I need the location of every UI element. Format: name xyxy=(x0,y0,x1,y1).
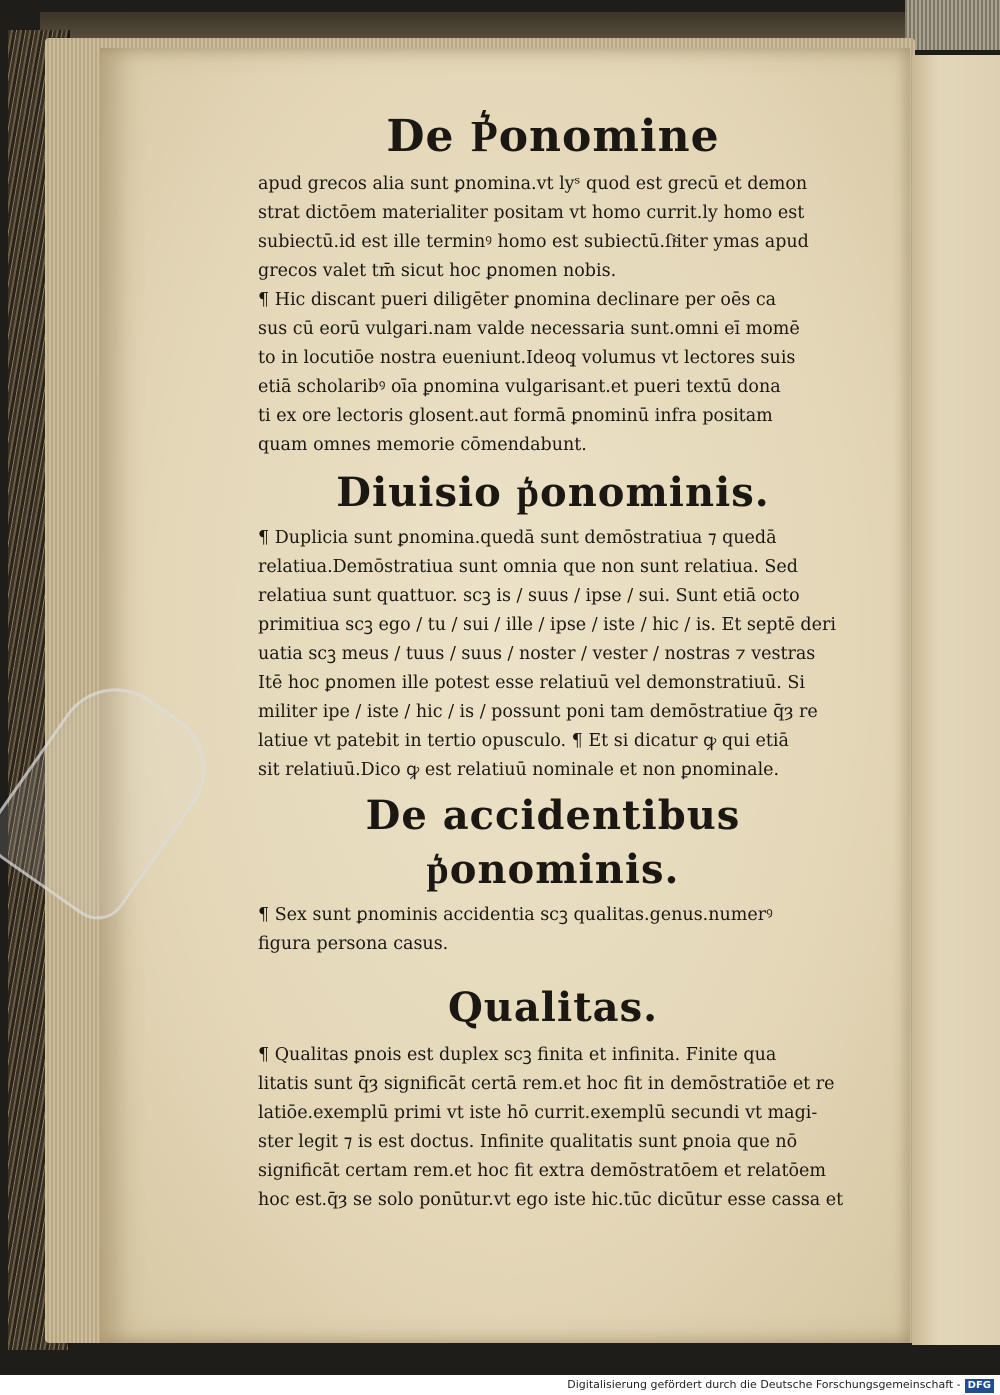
text-line: grecos valet tm̄ sicut hoc ꝑnomen nobis. xyxy=(258,261,617,281)
section-heading-diuisio: Diuisio p͛onominis. xyxy=(336,469,770,516)
text-line: significāt certam rem.et hoc fit extra demōstratōem et relatōem xyxy=(258,1161,826,1181)
text-line: ¶ Qualitas ꝑnois est duplex scꝫ finita et infinita. Finite qua xyxy=(258,1045,777,1065)
text-line: hoc est.q̄ȝ se solo ponūtur.vt ego iste hic.tūc dicūtur esse cassa et xyxy=(258,1190,844,1210)
diuisio-paragraph xyxy=(258,524,848,785)
facing-page xyxy=(912,55,1000,1345)
section-heading-accidentibus: De accidentibus p͛onominis. xyxy=(365,792,741,893)
text-line: strat dictōem materialiter positam vt homo currit.ly homo est xyxy=(258,203,805,223)
qualitas-paragraph xyxy=(258,1041,848,1215)
intro-paragraph xyxy=(258,170,848,460)
text-line: relatiua.Demōstratiua sunt omnia que non sunt relatiua. Sed xyxy=(258,557,798,577)
text-line: latiōe.exemplū primi vt iste hō currit.exemplū secundi vt magi- xyxy=(258,1103,818,1123)
text-line: to in locutiōe nostra eueniunt.Ideoq̧ volumus vt lectores suis xyxy=(258,348,796,368)
text-line: militer ipe / iste / hic / is / possunt poni tam demōstratiue q̄ȝ re xyxy=(258,702,818,722)
text-line: ti ex ore lectoris glosent.aut formā ꝑnominū infra positam xyxy=(258,406,773,426)
text-line: ¶ Sex sunt ꝑnominis accidentia scꝫ qualitas.genus.numerꝰ xyxy=(258,905,773,925)
text-line: subiectū.id est ille terminꝰ homo est subiectū.ſiͨiter ymas apud xyxy=(258,232,809,252)
text-line: sit relatiuū.Dico ꝙ est relatiuū nominale et non ꝑnominale. xyxy=(258,760,780,780)
page-block-edge xyxy=(905,0,1000,50)
text-line: ¶ Hic discant pueri diligēter ꝑnomina declinare per oēs ca xyxy=(258,290,777,310)
text-line: ster legit ⁊ is est doctus. Infinite qualitatis sunt ꝑnoia que nō xyxy=(258,1132,798,1152)
text-line: relatiua sunt quattuor. scꝫ is / suus / ipse / sui. Sunt etiā octo xyxy=(258,586,800,606)
section-heading-qualitas: Qualitas. xyxy=(447,984,659,1031)
accidentibus-paragraph xyxy=(258,901,848,959)
text-line: latiue vt patebit in tertio opusculo. ¶ Et si dicatur ꝙ qui etiā xyxy=(258,731,789,751)
text-line: apud grecos alia sunt ꝑnomina.vt lyˢ quod est grecū et demon xyxy=(258,174,808,194)
dfg-logo: DFG xyxy=(965,1379,994,1393)
digitization-footer xyxy=(0,1375,1000,1395)
text-line: etiā scholaribꝰ oīa ꝑnomina vulgarisant.et pueri textū dona xyxy=(258,377,781,397)
page-title: De P͛onomine xyxy=(386,111,720,162)
text-line: ¶ Duplicia sunt ꝑnomina.quedā sunt demōstratiua ⁊ quedā xyxy=(258,528,777,548)
page-text xyxy=(258,108,848,1215)
text-line: Itē hoc ꝑnomen ille potest esse relatiuū vel demonstratiuū. Si xyxy=(258,673,805,693)
text-line: litatis sunt q̄ȝ significāt certā rem.et hoc fit in demōstratiōe et re xyxy=(258,1074,835,1094)
text-line: quam omnes memorie cōmendabunt. xyxy=(258,435,587,455)
text-line: sus cū eorū vulgari.nam valde necessaria sunt.omni eī momē xyxy=(258,319,800,339)
text-line: figura persona casus. xyxy=(258,934,449,954)
footer-credit: Digitalisierung gefördert durch die Deutsche Forschungsgemeinschaft - xyxy=(567,1378,961,1391)
text-line: primitiua scꝫ ego / tu / sui / ille / ipse / iste / hic / is. Et septē deri xyxy=(258,615,836,635)
text-line: uatia scꝫ meus / tuus / suus / noster / vester / nostras ⁊ vestras xyxy=(258,644,816,664)
